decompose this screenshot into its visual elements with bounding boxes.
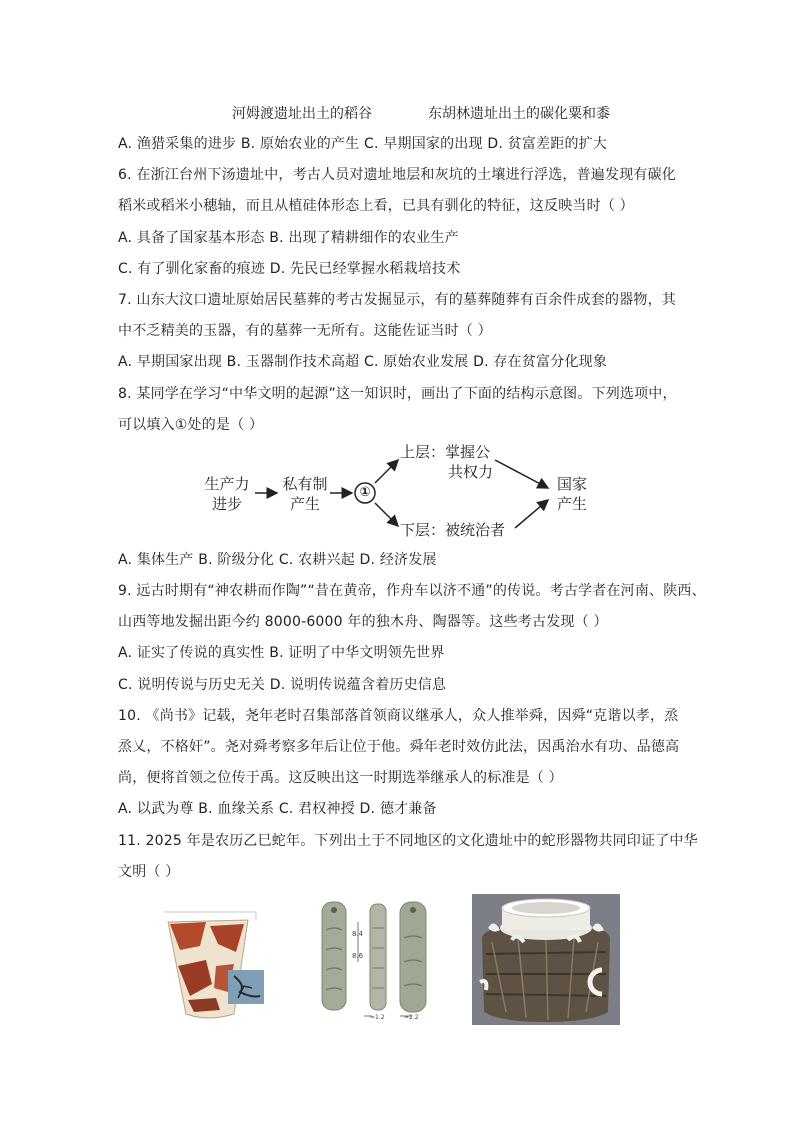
measure-label-1: 8.4 (352, 930, 364, 938)
jade-pendant-image (314, 898, 434, 1024)
measure-label-4: ≈2.2 (404, 1014, 419, 1021)
q7-options: A. 早期国家出现 B. 玉器制作技术高超 C. 原始农业发展 D. 存在贫富分化现象 (118, 354, 608, 370)
q11-stem-2: 文明（ ） (118, 864, 180, 880)
q8-stem-2: 可以填入①处的是（ ） (118, 417, 264, 433)
q11-stem-1: 11. 2025 年是农历乙巳蛇年。下列出土于不同地区的文化遗址中的蛇形器物共同印证了中华 (118, 833, 698, 849)
node-state: 国家 产生 (556, 475, 587, 513)
q10-stem-2: 烝乂，不格奸”。尧对舜考察多年后让位于他。舜年老时效仿此法，因禹治水有功、品德高 (118, 739, 680, 755)
q9-stem-2: 山西等地发掘出距今约 8000-6000 年的独木舟、陶器等。这些考古发现（ ） (118, 614, 608, 630)
node-lower-class: 下层：被统治者 (400, 521, 506, 539)
arrow-down (375, 503, 398, 526)
node-productivity: 生产力 进步 (204, 475, 250, 513)
arrow-up (375, 460, 398, 483)
node-private-ownership: 私有制 产生 (282, 475, 328, 513)
q9-stem-1: 9. 远古时期有“神农耕而作陶”“昔在黄帝，作舟车以济不通”的传说。考古学者在河南、陕西、 (118, 583, 706, 599)
q5-options: A. 渔猎采集的进步 B. 原始农业的产生 C. 早期国家的出现 D. 贫富差距的扩大 (118, 136, 608, 152)
structure-diagram (195, 440, 595, 545)
jade-pendant-photo (314, 898, 434, 1024)
pottery-jar-image (472, 894, 620, 1025)
q6-options-ab: A. 具备了国家基本形态 B. 出现了精耕细作的农业生产 (118, 230, 459, 246)
pottery-cup-image (156, 906, 266, 1024)
q8-stem-1: 8. 某同学在学习“中华文明的起源”这一知识时，画出了下面的结构示意图。下列选项中， (118, 386, 677, 402)
caption-donghulin: 东胡林遗址出土的碳化粟和黍 (428, 106, 610, 122)
q9-options-ab: A. 证实了传说的真实性 B. 证明了中华文明领先世界 (118, 645, 445, 661)
snake-jar-photo (472, 894, 620, 1025)
q7-stem-1: 7. 山东大汶口遗址原始居民墓葬的考古发掘显示，有的墓葬随葬有百余件成套的器物，其 (118, 292, 677, 308)
q9-options-cd: C. 说明传说与历史无关 D. 说明传说蕴含着历史信息 (118, 677, 447, 693)
diagram-arrows (195, 440, 595, 545)
q8-options: A. 集体生产 B. 阶级分化 C. 农耕兴起 D. 经济发展 (118, 552, 437, 568)
q10-stem-1: 10. 《尚书》记载，尧年老时召集部落首领商议继承人，众人推举舜，因舜“克谐以孝，烝 (118, 708, 679, 724)
caption-hemudu: 河姆渡遗址出土的稻谷 (232, 106, 372, 122)
q6-stem-1: 6. 在浙江台州下汤遗址中，考古人员对遗址地层和灰坑的土壤进行浮选，普遍发现有碳化 (118, 167, 677, 183)
node-blank: ① (359, 485, 371, 500)
measure-label-2: 8.6 (352, 952, 364, 960)
q10-options: A. 以武为尊 B. 血缘关系 C. 君权神授 D. 德才兼备 (118, 801, 437, 817)
q7-stem-2: 中不乏精美的玉器，有的墓葬一无所有。这能佐证当时（ ） (118, 323, 492, 339)
snake-pottery-photo (156, 906, 266, 1024)
measure-label-3: ≈1.2 (370, 1014, 385, 1021)
q6-options-cd: C. 有了驯化家畜的痕迹 D. 先民已经掌握水稻栽培技术 (118, 261, 461, 277)
node-upper-class: 上层：掌握公 共权力 (400, 443, 494, 481)
q10-stem-3: 尚，便将首领之位传于禹。这反映出这一时期选举继承人的标准是（ ） (118, 770, 563, 786)
q6-stem-2: 稻米或稻米小穗轴，而且从植硅体形态上看，已具有驯化的特征，这反映当时（ ） (118, 198, 634, 214)
